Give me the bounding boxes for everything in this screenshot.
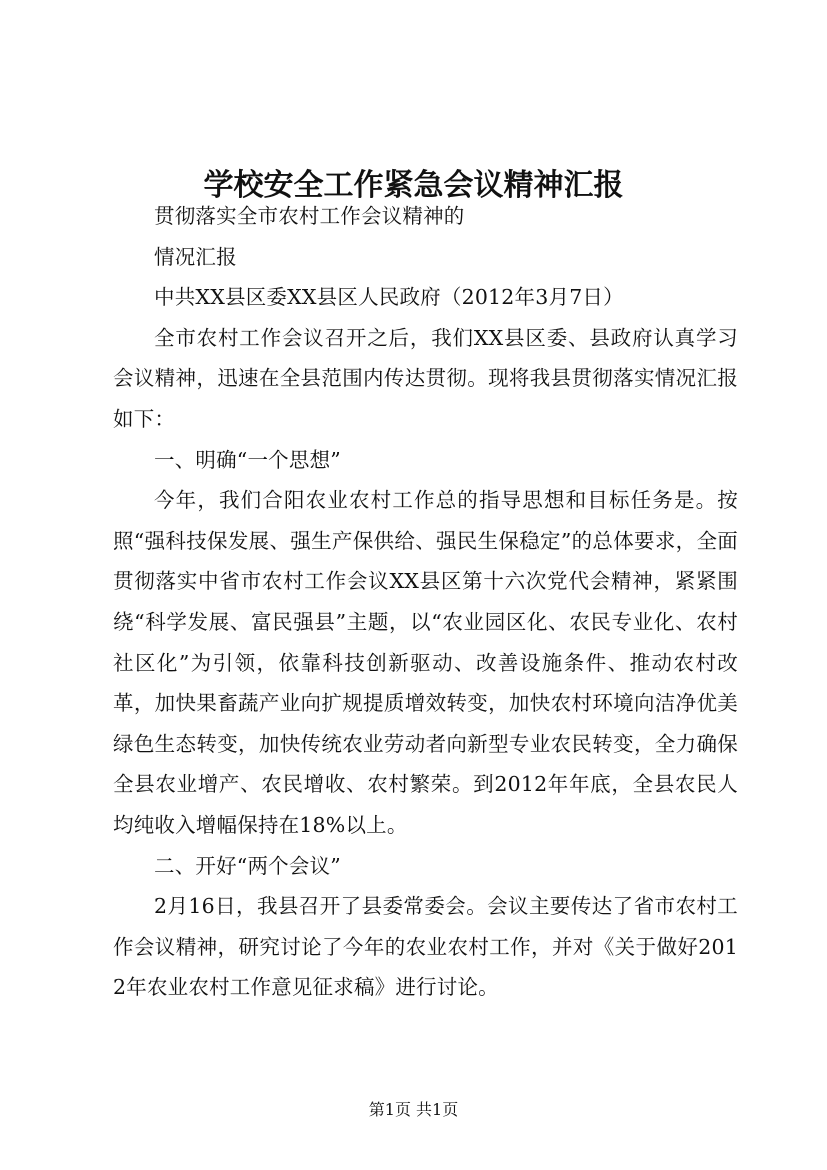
page-footer: 第1页 共1页 bbox=[368, 1100, 459, 1119]
paragraph-issuer-date: 中共XX县区委XX县区人民政府（2012年3月7日） bbox=[154, 285, 624, 310]
section-heading-2: 二、开好“两个会议” bbox=[154, 853, 341, 878]
paragraph-subtitle-line1: 贯彻落实全市农村工作会议精神的 bbox=[154, 204, 465, 228]
section-heading-1: 一、明确“一个思想” bbox=[154, 447, 341, 472]
document-title: 学校安全工作紧急会议精神汇报 bbox=[203, 168, 624, 204]
paragraph-section-2: 2月16日，我县召开了县委常委会。会议主要传达了省市农村工作会议精神，研究讨论了今年的农业农村工作，并对《关于做好2012年农业农村工作意见征求稿》进行讨论。 bbox=[113, 894, 738, 1000]
paragraph-intro: 全市农村工作会议召开之后，我们XX县区委、县政府认真学习会议精神，迅速在全县范围内传达贯彻。现将我县贯彻落实情况汇报如下： bbox=[113, 325, 738, 431]
paragraph-subtitle-line2: 情况汇报 bbox=[154, 244, 237, 269]
paragraph-section-1: 今年，我们合阳农业农村工作总的指导思想和目标任务是。按照“强科技保发展、强生产保供给、强民生保稳定”的总体要求，全面贯彻落实中省市农村工作会议XX县区第十六次党代会精神，紧紧围绕“科学发展、富民强县”主题，以“农业园区化、农民专业化、农村社区化”为引领，依靠科技创新驱动、改善设施条件、推动农村改革，加快果畜蔬产业向扩规提质增效转变，加快农村环境向洁净优美绿色生态转变，加快传统农业劳动者向新型专业农民转变，全力确保全县农业增产、农民增收、农村繁荣。到2012年年底，全县农民人均纯收入增幅保持在18%以上。 bbox=[113, 488, 738, 837]
document-body bbox=[113, 196, 738, 1008]
